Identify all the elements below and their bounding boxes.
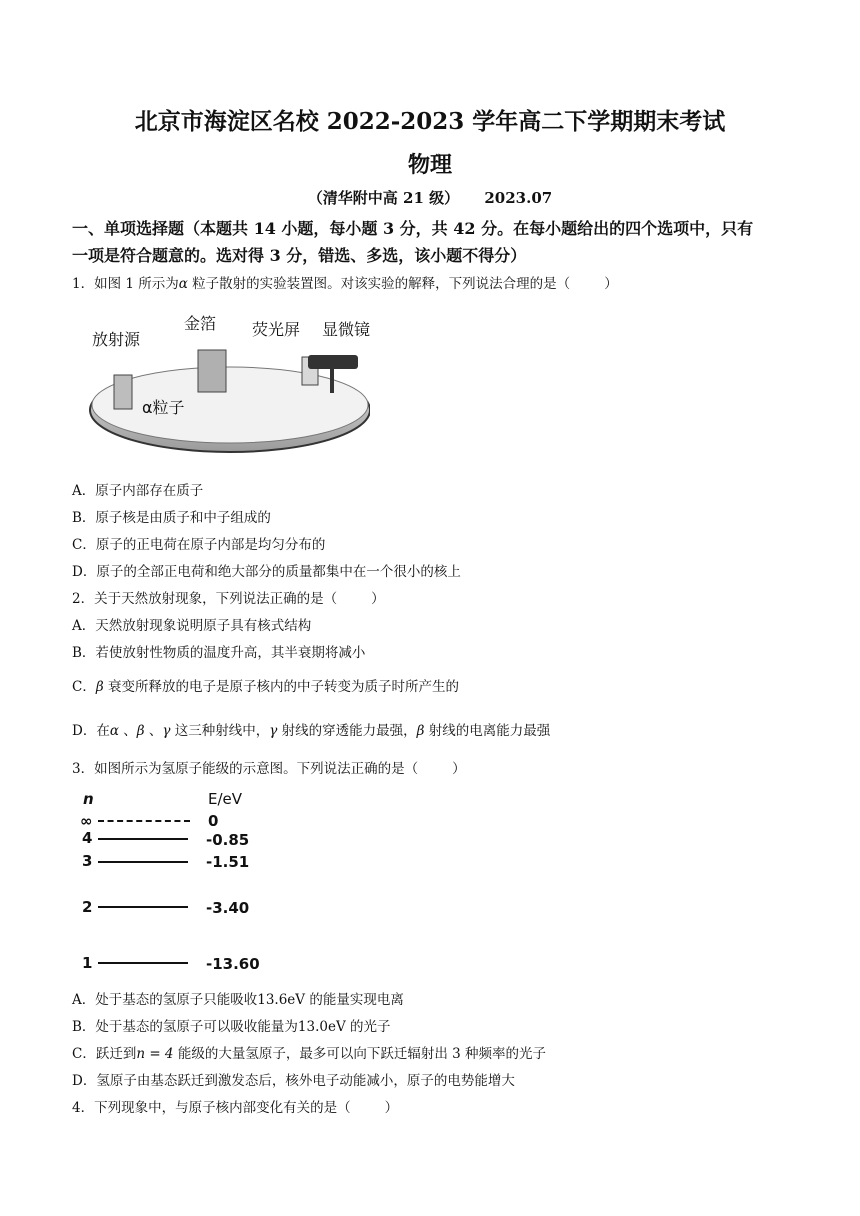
q3-option-c: C．跃迁到n = 4 能级的大量氢原子，最多可以向下跃迁辐射出 3 种频率的光子 — [72, 1046, 546, 1062]
q2-option-c: C．β 衰变所释放的电子是原子核内的中子转变为质子时所产生的 — [72, 679, 459, 695]
level-line-2 — [98, 906, 188, 908]
level-n-4: 4 — [82, 829, 93, 847]
q2-option-d: D．在α 、β 、γ 这三种射线中，γ 射线的穿透能力最强，β 射线的电离能力最强 — [72, 723, 551, 739]
question-2-stem: 2．关于天然放射现象，下列说法正确的是（ ） — [72, 591, 385, 607]
q3-option-d: D．氢原子由基态跃迁到激发态后，核外电子动能减小，原子的电势能增大 — [72, 1073, 515, 1089]
label-gold-foil: 金箔 — [184, 314, 217, 333]
q3-option-a: A．处于基态的氢原子只能吸收13.6eV 的能量实现电离 — [72, 992, 404, 1008]
question-4-stem: 4．下列现象中，与原子核内部变化有关的是（ ） — [72, 1100, 399, 1116]
q1-option-c: C．原子的正电荷在原子内部是均匀分布的 — [72, 537, 326, 553]
level-e-2: -3.40 — [206, 899, 250, 917]
gold-foil — [198, 350, 226, 392]
exam-subtitle — [0, 187, 860, 208]
source-box — [114, 375, 132, 409]
level-n-2: 2 — [82, 898, 93, 916]
level-n-inf: ∞ — [80, 812, 93, 830]
level-e-1: -13.60 — [206, 955, 260, 973]
q1-option-a: A．原子内部存在质子 — [72, 483, 204, 499]
level-line-inf — [98, 820, 190, 822]
axis-n-label: n — [83, 790, 94, 808]
level-line-1 — [98, 962, 188, 964]
q1-option-b: B．原子核是由质子和中子组成的 — [72, 510, 271, 526]
exam-date: 2023.07 — [484, 189, 553, 207]
microscope — [308, 355, 358, 369]
label-screen: 荧光屏 — [252, 320, 301, 339]
level-line-3 — [98, 861, 188, 863]
q2-option-a: A．天然放射现象说明原子具有核式结构 — [72, 618, 312, 634]
q2-option-b: B．若使放射性物质的温度升高，其半衰期将减小 — [72, 645, 366, 661]
section-heading-line2: 一项是符合题意的。选对得 3 分，错选、多选，该小题不得分） — [72, 246, 527, 265]
alpha-scattering-figure — [80, 305, 370, 465]
level-e-4: -0.85 — [206, 831, 250, 849]
q1-option-d: D．原子的全部正电荷和绝大部分的质量都集中在一个很小的核上 — [72, 564, 461, 580]
q3-option-b: B．处于基态的氢原子可以吸收能量为13.0eV 的光子 — [72, 1019, 391, 1035]
label-source: 放射源 — [92, 330, 141, 349]
level-n-3: 3 — [82, 852, 93, 870]
exam-title: 北京市海淀区名校 2022-2023 学年高二下学期期末考试 — [134, 108, 726, 135]
question-3-stem: 3．如图所示为氢原子能级的示意图。下列说法正确的是（ ） — [72, 761, 466, 777]
exam-subject: 物理 — [407, 152, 452, 178]
level-line-4 — [98, 838, 188, 840]
level-e-3: -1.51 — [206, 853, 250, 871]
school-label: （清华附中高 21 级） — [307, 189, 460, 207]
level-n-1: 1 — [82, 954, 93, 972]
axis-e-label: E/eV — [208, 790, 243, 808]
section-heading-line1: 一、单项选择题（本题共 14 小题，每小题 3 分，共 42 分。在每小题给出的四个选项中，只有 — [72, 219, 754, 238]
question-1-stem: 1．如图 1 所示为α 粒子散射的实验装置图。对该实验的解释，下列说法合理的是（ ） — [72, 276, 618, 292]
label-microscope: 显微镜 — [322, 320, 371, 339]
level-e-inf: 0 — [208, 812, 219, 830]
label-alpha-particle: α粒子 — [142, 398, 185, 417]
